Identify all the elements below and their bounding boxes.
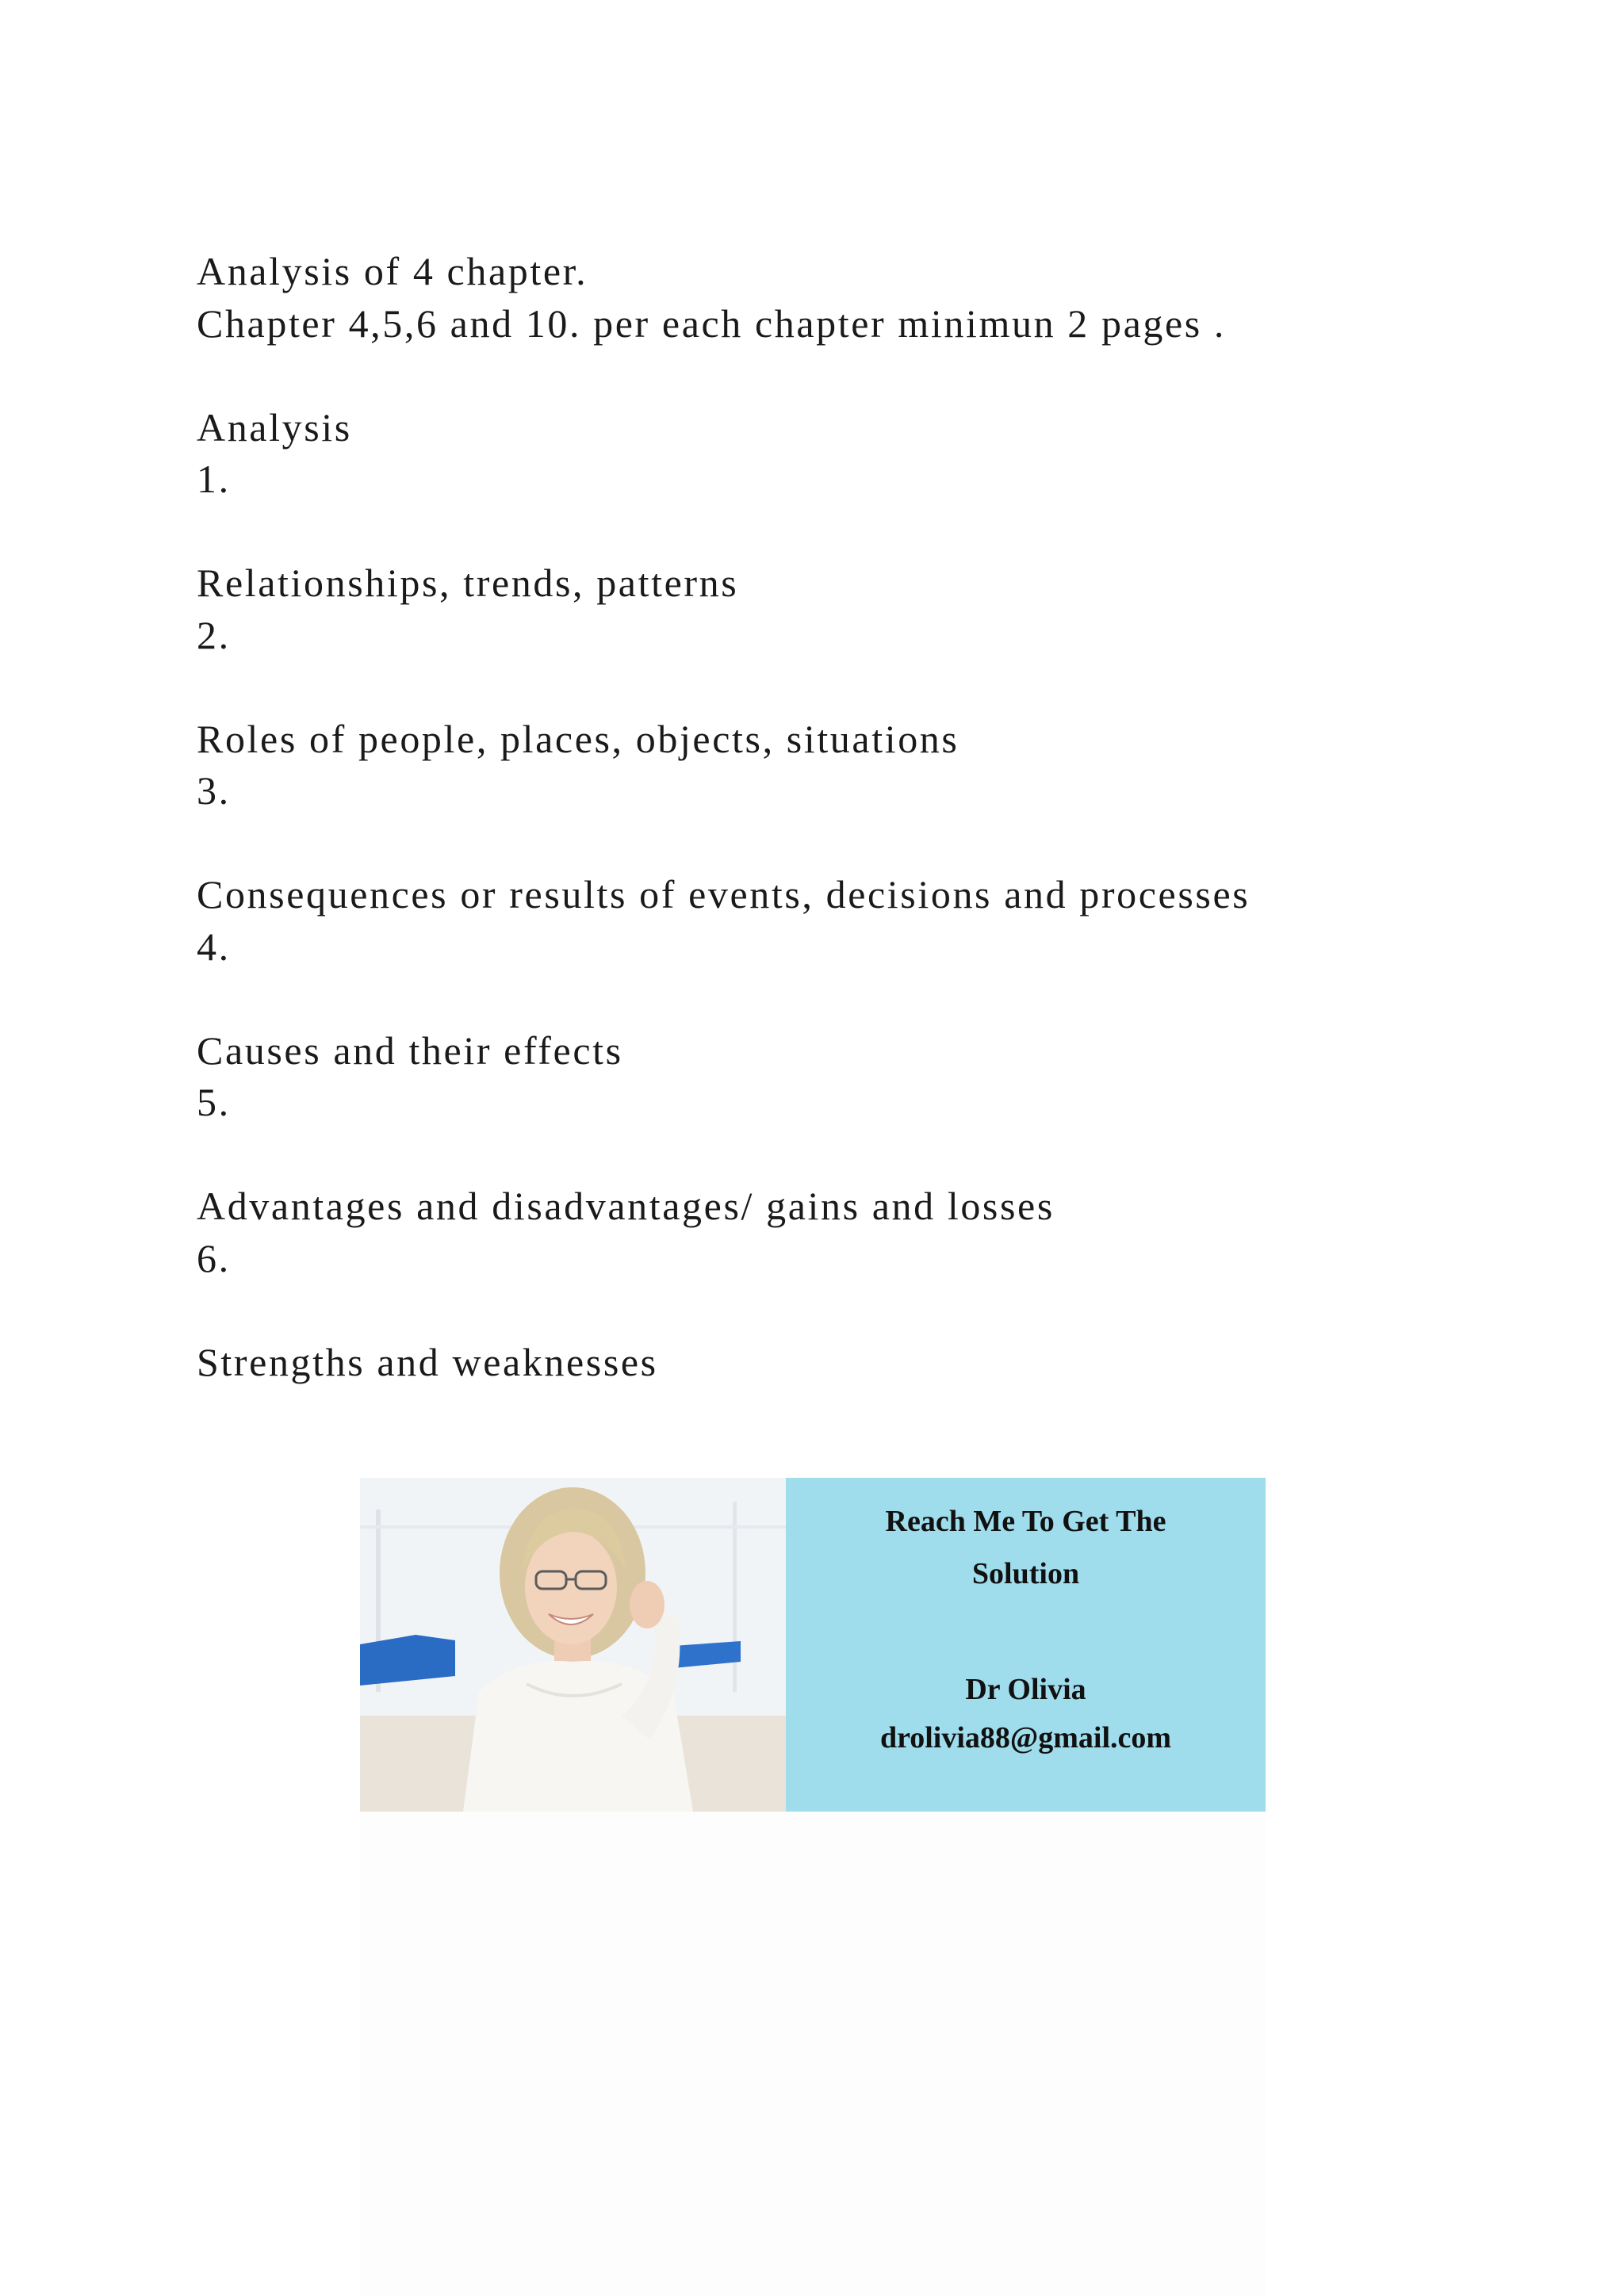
- contact-info-panel: [786, 1478, 1266, 1812]
- list-number-6: 6.: [197, 1235, 231, 1280]
- blank-line: [197, 350, 1465, 402]
- list-number-1: 1.: [197, 457, 231, 501]
- list-item-strengths: Strengths and weaknesses: [197, 1339, 658, 1384]
- blank-line: [197, 973, 1465, 1025]
- contact-banner: [360, 1478, 1266, 1812]
- blank-line: [197, 1284, 1465, 1337]
- list-number-4: 4.: [197, 924, 231, 969]
- list-number-2: 2.: [197, 612, 231, 657]
- doc-title-line: Analysis of 4 chapter.: [197, 249, 588, 293]
- analysis-heading: Analysis: [197, 404, 352, 450]
- banner-shadow-area: [360, 1812, 1266, 2296]
- document-body: [197, 246, 1465, 1388]
- tutor-portrait-image: [360, 1478, 786, 1812]
- tutor-photo: [360, 1478, 786, 1812]
- list-item-consequences: Consequences or results of events, decisions and processes: [197, 872, 1251, 916]
- banner-heading-line2: Solution: [971, 1557, 1080, 1590]
- banner-heading-line1: Reach Me To Get The: [885, 1505, 1166, 1538]
- list-item-causes: Causes and their effects: [197, 1027, 623, 1073]
- list-number-3: 3.: [197, 768, 231, 813]
- blank-line: [197, 661, 1465, 714]
- blank-line: [197, 817, 1465, 870]
- doc-requirements-line: Chapter 4,5,6 and 10. per each chapter minimun 2 pages .: [197, 300, 1227, 346]
- tutor-email: drolivia88@gmail.com: [879, 1721, 1172, 1755]
- blank-line: [197, 506, 1465, 558]
- list-item-relationships: Relationships, trends, patterns: [197, 561, 739, 605]
- blank-line: [197, 1129, 1465, 1181]
- list-number-5: 5.: [197, 1080, 231, 1124]
- tutor-name: Dr Olivia: [965, 1673, 1086, 1706]
- list-item-roles: Roles of people, places, objects, situations: [197, 716, 959, 761]
- list-item-advantages: Advantages and disadvantages/ gains and losses: [197, 1184, 1055, 1228]
